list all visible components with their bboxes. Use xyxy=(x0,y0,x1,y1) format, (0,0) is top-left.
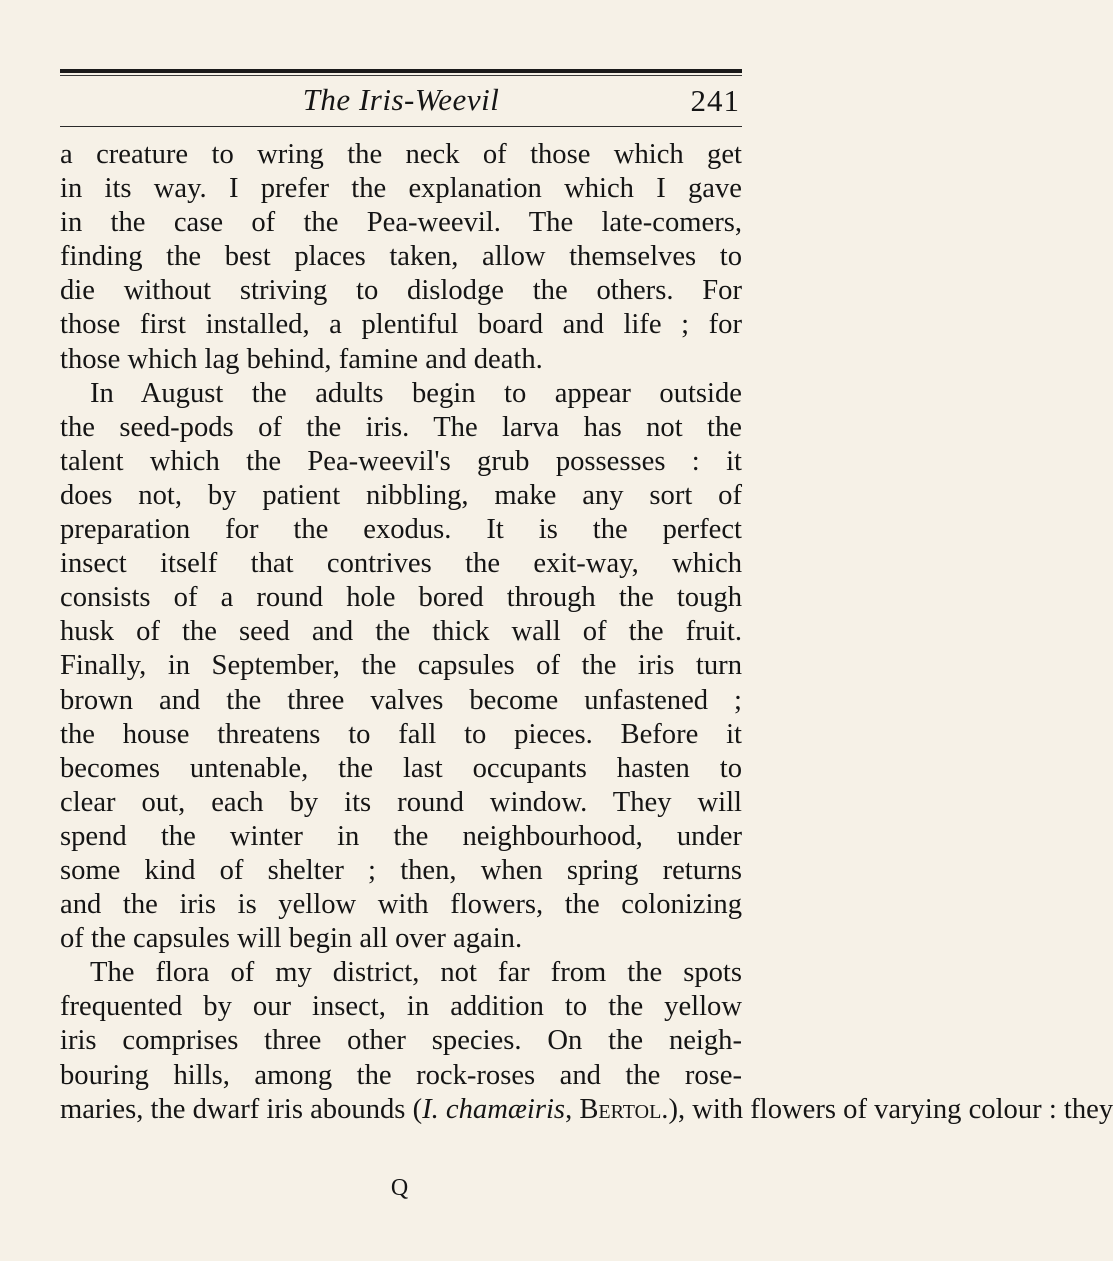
page-number: 241 xyxy=(690,83,740,118)
text-line: those first installed, a plentiful board and life ; for xyxy=(60,309,742,341)
text-line: husk of the seed and the thick wall of the fruit. xyxy=(60,616,742,648)
text-line: spend the winter in the neighbourhood, under xyxy=(60,820,742,852)
text-line: and the iris is yellow with flowers, the colonizing xyxy=(60,889,742,921)
text-line: In August the adults begin to appear outside xyxy=(90,377,742,409)
species-name: I. chamæiris xyxy=(422,1093,566,1125)
text-line: The flora of my district, not far from the spots xyxy=(90,957,742,989)
text-line: clear out, each by its round window. They will xyxy=(60,786,742,818)
text-line: brown and the three valves become unfastened ; xyxy=(60,684,742,716)
text-line-mixed xyxy=(60,1093,1113,1127)
text-line: in its way. I prefer the explanation which I gave xyxy=(60,173,742,205)
text-segment: , xyxy=(565,1093,580,1125)
text-line: iris comprises three other species. On the neigh- xyxy=(60,1025,742,1057)
text-line: Finally, in September, the capsules of the iris turn xyxy=(60,650,742,682)
text-line: in the case of the Pea-weevil. The late-comers, xyxy=(60,207,742,239)
text-line: the seed-pods of the iris. The larva has not the xyxy=(60,411,742,443)
text-line: insect itself that contrives the exit-way, which xyxy=(60,548,742,580)
text-segment: ), with flowers of varying colour : they xyxy=(668,1093,1113,1125)
text-line: does not, by patient nibbling, make any sort of xyxy=(60,479,742,511)
text-line: talent which the Pea-weevil's grub possesses : it xyxy=(60,445,742,477)
text-line: die without striving to dislodge the others. For xyxy=(60,275,742,307)
text-line: some kind of shelter ; then, when spring returns xyxy=(60,854,742,886)
page-header xyxy=(60,82,742,126)
text-line: becomes untenable, the last occupants hasten to xyxy=(60,752,742,784)
signature-mark: Q xyxy=(390,1175,410,1201)
text-line: a creature to wring the neck of those which get xyxy=(60,139,742,170)
header-rule xyxy=(60,126,742,127)
running-title: The Iris-Weevil xyxy=(302,82,500,117)
text-line: frequented by our insect, in addition to the yellow xyxy=(60,991,742,1023)
text-line: those which lag behind, famine and death. xyxy=(60,343,543,375)
text-line: bouring hills, among the rock-roses and the rose- xyxy=(60,1059,742,1091)
text-line: the house threatens to fall to pieces. Before it xyxy=(60,718,742,750)
text-line: finding the best places taken, allow themselves to xyxy=(60,241,742,273)
text-line: of the capsules will begin all over again. xyxy=(60,923,523,955)
top-rule-thin xyxy=(60,75,742,76)
text-line: preparation for the exodus. It is the perfect xyxy=(60,514,742,546)
text-line: consists of a round hole bored through the tough xyxy=(60,582,742,614)
body-text xyxy=(60,138,1113,1127)
text-segment: maries, the dwarf iris abounds ( xyxy=(60,1093,423,1125)
author-abbreviation: Bertol. xyxy=(579,1093,669,1125)
top-rule-thick xyxy=(60,69,742,73)
